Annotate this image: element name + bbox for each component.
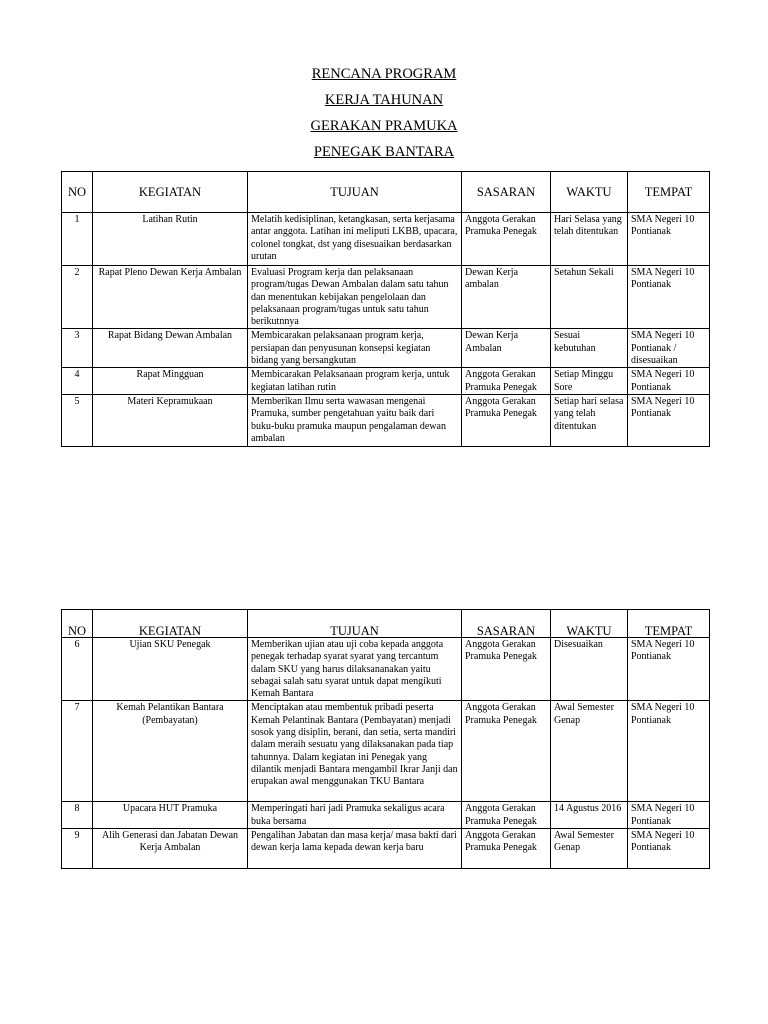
table-header-row: [62, 610, 710, 638]
program-table-1: [61, 171, 710, 447]
table-row: [62, 638, 710, 701]
cell-sasaran: Dewan Kerja ambalan: [462, 266, 551, 329]
cell-kegiatan: Rapat Bidang Dewan Ambalan: [93, 329, 248, 368]
cell-tempat: SMA Negeri 10 Pontianak: [628, 368, 710, 395]
cell-tempat: SMA Negeri 10 Pontianak: [628, 829, 710, 869]
cell-tujuan: Pengalihan Jabatan dan masa kerja/ masa bakti dari dewan kerja lama kepada dewan kerja baru: [248, 829, 462, 869]
table-row: [62, 213, 710, 266]
cell-waktu: Disesuaikan: [551, 638, 628, 701]
table-row: [62, 329, 710, 368]
cell-tujuan: Evaluasi Program kerja dan pelaksanaan program/tugas Dewan Ambalan dalam satu tahun dan menentukan kebijakan pengelolaan dan pelaksanaan program/tugas untuk satu tahun berikutnnya: [248, 266, 462, 329]
cell-kegiatan: Latihan Rutin: [93, 213, 248, 266]
cell-no: 2: [62, 266, 93, 329]
cell-tempat: SMA Negeri 10 Pontianak: [628, 638, 710, 701]
header-tempat: TEMPAT: [628, 172, 710, 213]
header-tujuan: TUJUAN: [248, 172, 462, 213]
cell-waktu: Hari Selasa yang telah ditentukan: [551, 213, 628, 266]
cell-sasaran: Dewan Kerja Ambalan: [462, 329, 551, 368]
cell-waktu: Setahun Sekali: [551, 266, 628, 329]
header-kegiatan: KEGIATAN: [93, 172, 248, 213]
cell-sasaran: Anggota Gerakan Pramuka Penegak: [462, 701, 551, 802]
cell-sasaran: Anggota Gerakan Pramuka Penegak: [462, 829, 551, 869]
cell-sasaran: Anggota Gerakan Pramuka Penegak: [462, 395, 551, 447]
cell-no: 5: [62, 395, 93, 447]
cell-tempat: SMA Negeri 10 Pontianak: [628, 213, 710, 266]
cell-no: 1: [62, 213, 93, 266]
header-tujuan: TUJUAN: [248, 610, 462, 638]
cell-tujuan: Melatih kedisiplinan, ketangkasan, serta kerjasama antar anggota. Latihan ini meliputi LKBB, upacara, colonel tongkat, dst yang disesuaikan berdasarkan urutan: [248, 213, 462, 266]
cell-waktu: Setiap Minggu Sore: [551, 368, 628, 395]
cell-no: 4: [62, 368, 93, 395]
title-line-4: PENEGAK BANTARA: [313, 144, 455, 160]
cell-tujuan: Membicarakan Pelaksanaan program kerja, untuk kegiatan latihan rutin: [248, 368, 462, 395]
header-waktu: WAKTU: [551, 610, 628, 638]
cell-waktu: Awal Semester Genap: [551, 701, 628, 802]
cell-kegiatan: Materi Kepramukaan: [93, 395, 248, 447]
cell-tujuan: Membicarakan pelaksanaan program kerja, persiapan dan penyusunan konsepsi kegiatan bidang yang bersangkutan: [248, 329, 462, 368]
program-table-2: [61, 609, 710, 869]
cell-kegiatan: Alih Generasi dan Jabatan Dewan Kerja Ambalan: [93, 829, 248, 869]
cell-waktu: Awal Semester Genap: [551, 829, 628, 869]
cell-kegiatan: Kemah Pelantikan Bantara (Pembayatan): [93, 701, 248, 802]
cell-no: 7: [62, 701, 93, 802]
cell-waktu: Setiap hari selasa yang telah ditentukan: [551, 395, 628, 447]
table-header-row: [62, 172, 710, 213]
cell-no: 6: [62, 638, 93, 701]
cell-tempat: SMA Negeri 10 Pontianak: [628, 701, 710, 802]
cell-sasaran: Anggota Gerakan Pramuka Penegak: [462, 213, 551, 266]
table-row: [62, 701, 710, 802]
table-row: [62, 802, 710, 829]
cell-tujuan: Memberikan Ilmu serta wawasan mengenai Pramuka, sumber pengetahuan yaitu baik dari buku-buku pramuka maupun pengalaman dewan ambalan: [248, 395, 462, 447]
table-row: [62, 395, 710, 447]
title-line-1: RENCANA PROGRAM: [311, 66, 457, 82]
cell-sasaran: Anggota Gerakan Pramuka Penegak: [462, 368, 551, 395]
cell-tempat: SMA Negeri 10 Pontianak: [628, 395, 710, 447]
cell-tempat: SMA Negeri 10 Pontianak: [628, 802, 710, 829]
cell-tempat: SMA Negeri 10 Pontianak: [628, 266, 710, 329]
header-tempat: TEMPAT: [628, 610, 710, 638]
table-row: [62, 266, 710, 329]
cell-sasaran: Anggota Gerakan Pramuka Penegak: [462, 802, 551, 829]
cell-no: 9: [62, 829, 93, 869]
document-title: [0, 62, 768, 166]
cell-no: 3: [62, 329, 93, 368]
header-kegiatan: KEGIATAN: [93, 610, 248, 638]
cell-tujuan: Memperingati hari jadi Pramuka sekaligus acara buka bersama: [248, 802, 462, 829]
cell-no: 8: [62, 802, 93, 829]
cell-waktu: 14 Agustus 2016: [551, 802, 628, 829]
table-row: [62, 368, 710, 395]
table-row: [62, 829, 710, 869]
cell-waktu: Sesuai kebutuhan: [551, 329, 628, 368]
cell-tujuan: Memberikan ujian atau uji coba kepada anggota penegak terhadap syarat syarat yang tercantum dalam SKU yang harus dilaksananakan yaitu sebagai salah satu syarat untuk dapat mengikuti Kemah Bantara: [248, 638, 462, 701]
header-sasaran: SASARAN: [462, 610, 551, 638]
cell-tempat: SMA Negeri 10 Pontianak / disesuaikan: [628, 329, 710, 368]
cell-kegiatan: Ujian SKU Penegak: [93, 638, 248, 701]
cell-kegiatan: Rapat Mingguan: [93, 368, 248, 395]
header-no: NO: [62, 172, 93, 213]
cell-sasaran: Anggota Gerakan Pramuka Penegak: [462, 638, 551, 701]
title-line-3: GERAKAN PRAMUKA: [310, 118, 458, 134]
cell-kegiatan: Rapat Pleno Dewan Kerja Ambalan: [93, 266, 248, 329]
cell-kegiatan: Upacara HUT Pramuka: [93, 802, 248, 829]
header-no: NO: [62, 610, 93, 638]
header-sasaran: SASARAN: [462, 172, 551, 213]
title-line-2: KERJA TAHUNAN: [324, 92, 444, 108]
cell-tujuan: Menciptakan atau membentuk pribadi peserta Kemah Pelantinak Bantara (Pembayatan) menjadi sosok yang disiplin, berani, dan setia, serta mandiri dalam meraih sesuatu yang dilaksanakan pada tiap tahunnya. Dalam kegiatan ini Penegak yang dilantik menjadi Bantara mengambil Ikrar Janji dan erupakan awal menggunakan TKU Bantara: [248, 701, 462, 802]
header-waktu: WAKTU: [551, 172, 628, 213]
